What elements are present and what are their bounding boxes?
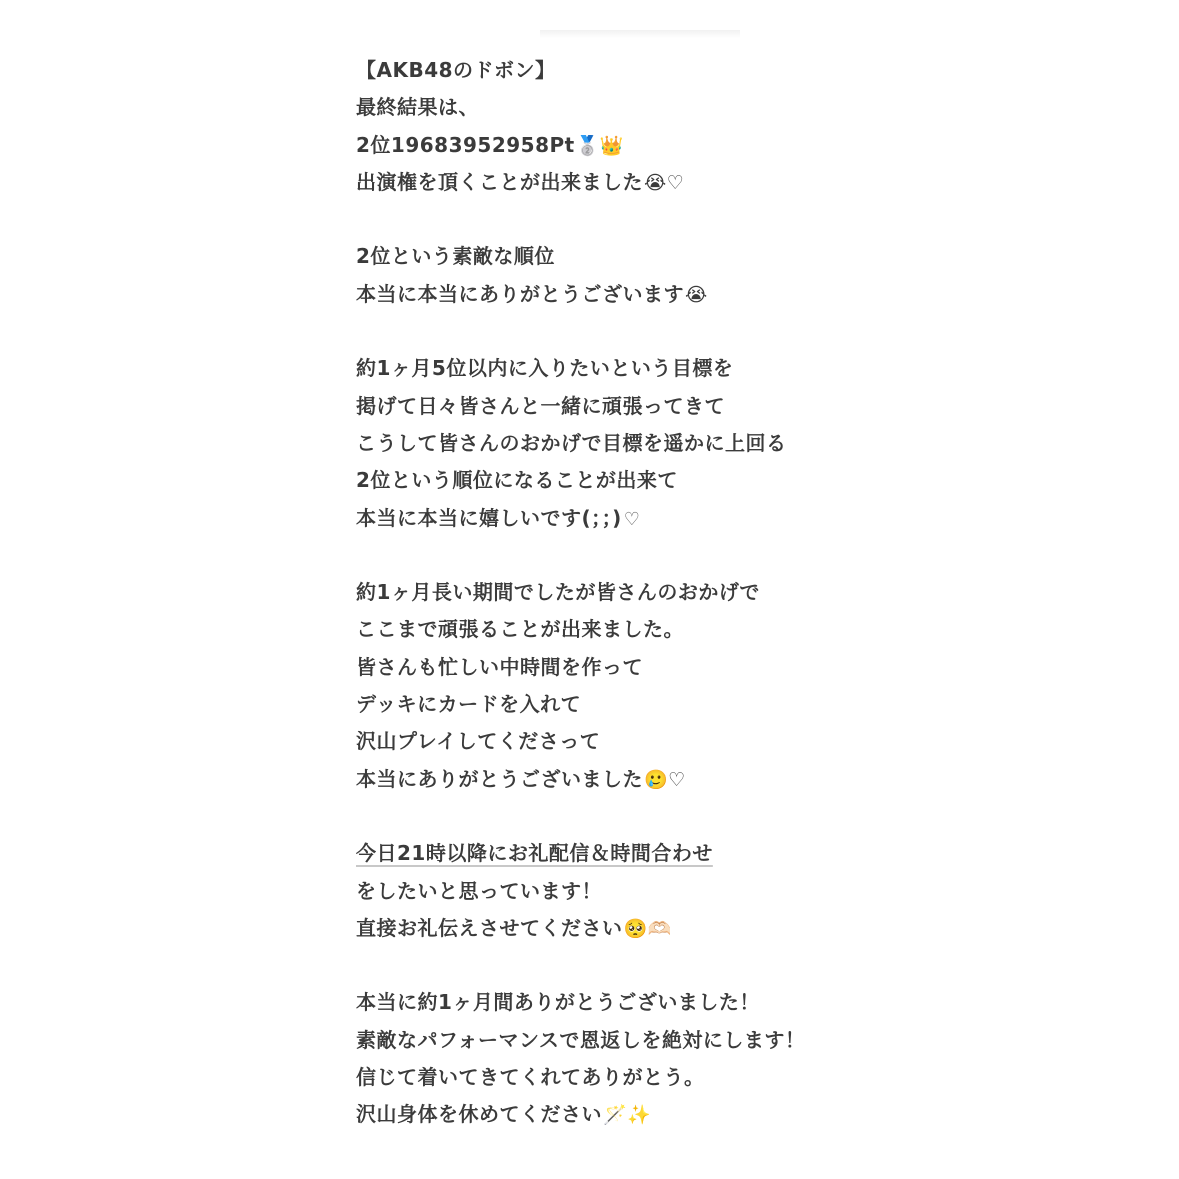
- blank-line: [356, 201, 916, 238]
- teary-smile-heart-emoji: 🥲♡: [644, 768, 686, 791]
- note-line: 約1ヶ月5位以内に入りたいという目標を: [356, 356, 734, 381]
- note-line: [356, 835, 916, 872]
- blank-line: [356, 798, 916, 835]
- note-line: 信じて着いてきてくれてありがとう。: [356, 1065, 705, 1090]
- wand-sparkles-emoji: 🪄✨: [603, 1104, 652, 1127]
- crying-heart-emoji: 😭♡: [644, 171, 685, 194]
- note-line: 約1ヶ月長い期間でしたが皆さんのおかげで: [356, 580, 760, 605]
- note-line: こうして皆さんのおかげで目標を遥かに上回る: [356, 430, 787, 455]
- note-line: 本当に本当に嬉しいです(；；) ♡: [356, 500, 916, 537]
- note-line: 掲げて日々皆さんと一緒に頑張ってきて: [356, 393, 725, 418]
- note-body: [356, 52, 916, 1134]
- blank-line: [356, 313, 916, 350]
- note-line: 2位という素敵な順位: [356, 244, 555, 269]
- note-line: 【AKB48のドボン】: [356, 58, 556, 82]
- note-line: をしたいと思っています！: [356, 878, 602, 903]
- note-line: ここまで頑張ることが出来ました。: [356, 617, 684, 642]
- blank-line: [356, 947, 916, 984]
- note-line: 沢山プレイしてくださって: [356, 729, 601, 754]
- note-line: 皆さんも忙しい中時間を作って: [356, 654, 643, 679]
- note-line: 沢山身体を休めてください🪄✨: [356, 1102, 652, 1127]
- heart-icon: ♡: [623, 508, 641, 530]
- note-line: 2位19683952958Pt🥈👑: [356, 132, 625, 157]
- crying-emoji: 😭: [685, 283, 708, 306]
- note-line: 本当に約1ヶ月間ありがとうございました！: [356, 990, 760, 1015]
- note-line: 本当に本当にありがとうございます😭: [356, 281, 708, 306]
- pleading-heart-hands-emoji: 🥺🫶🏻: [623, 917, 672, 940]
- note-line: 素敵なパフォーマンスで恩返しを絶対にします！: [356, 1027, 806, 1052]
- note-line: 2位という順位になることが出来て: [356, 468, 678, 493]
- linked-date-text[interactable]: 今日21時以降にお礼配信＆時間合わせ: [356, 841, 713, 866]
- blank-line: [356, 537, 916, 574]
- note-line: 最終結果は、: [356, 95, 479, 120]
- note-line: 本当にありがとうございました🥲♡: [356, 766, 686, 791]
- screenshot-crop-edge: [540, 30, 740, 38]
- medal-crown-emoji: 🥈👑: [575, 134, 625, 157]
- note-line: 直接お礼伝えさせてください🥺🫶🏻: [356, 915, 672, 940]
- note-line: 出演権を頂くことが出来ました😭♡: [356, 169, 685, 194]
- note-line: デッキにカードを入れて: [356, 692, 582, 717]
